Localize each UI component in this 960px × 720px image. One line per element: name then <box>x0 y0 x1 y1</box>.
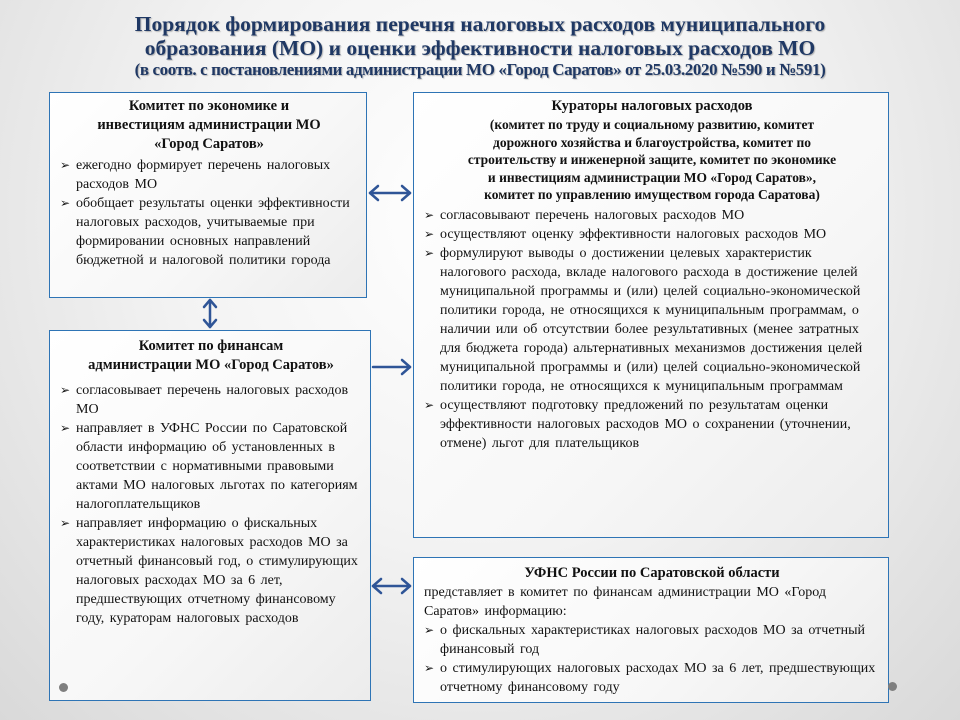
box-intro-text: представляет в комитет по финансам администрации МО «Город Саратов» информацию: <box>424 585 827 619</box>
list-item-text: о стимулирующих налоговых расходах МО за 6 лет, предшествующих отчетному финансовому году <box>440 661 876 695</box>
arrow-bullet-icon: ➢ <box>424 623 435 637</box>
list-item-text: направляет информацию о фискальных характеристиках налоговых расходов МО за отчетный финансовый год, о стимулирующих налоговых расходах МО за 6 лет, предшествующих отчетному финансовому году, кураторам налоговых расходов <box>76 516 358 626</box>
arrow-bullet-icon: ➢ <box>424 397 435 412</box>
box-heading: администрации МО «Город Саратов» <box>88 357 334 373</box>
box-heading: инвестициям администрации МО <box>97 117 321 133</box>
box-finance-committee <box>49 330 371 701</box>
list-item-text: осуществляют оценку эффективности налоговых расходов МО <box>440 226 827 242</box>
list-item <box>60 419 362 514</box>
decorative-dot-icon <box>888 682 897 691</box>
title-line-3: (в соотв. с постановлениями администрации МО «Город Саратов» от 25.03.2020 №590 и №591) <box>134 60 826 79</box>
list-item <box>424 621 880 659</box>
title-line-1: Порядок формирования перечня налоговых расходов муниципального <box>134 12 826 36</box>
list-item-text: обобщает результаты оценки эффективности налоговых расходов, учитываемые при формировании основных направлений бюджетной и налоговой политики города <box>76 196 350 268</box>
box-tax-service <box>413 557 889 703</box>
bidirectional-arrow-econ-finance <box>204 300 216 327</box>
box-heading: Комитет по экономике и <box>128 98 290 114</box>
list-item <box>424 244 880 396</box>
box-curators <box>413 92 889 538</box>
box-subheading: строительству и инженерной защите, комитет по экономике <box>467 152 837 167</box>
box-heading: «Город Саратов» <box>154 136 264 152</box>
bullet-list <box>60 156 358 270</box>
list-item-text: согласовывает перечень налоговых расходов МО <box>76 383 349 417</box>
list-item <box>60 156 358 194</box>
box-heading: УФНС России по Саратовской области <box>524 565 780 581</box>
list-item <box>60 514 362 628</box>
list-item-text: согласовывают перечень налоговых расходов МО <box>440 207 745 223</box>
arrow-bullet-icon: ➢ <box>60 158 71 172</box>
box-heading: Кураторы налоговых расходов <box>551 98 753 114</box>
list-item-text: направляет в УФНС России по Саратовской области информацию об установленных в соответствии с нормативными правовыми актами МО налоговых льготах по категориям налогоплательщиков <box>76 421 358 512</box>
arrow-finance-to-curators <box>373 360 410 374</box>
list-item-text: осуществляют подготовку предложений по результатам оценки эффективности налоговых расходов МО о сохранении (уточнении, отмене) льгот для плательщиков <box>440 397 851 451</box>
list-item-text: формулируют выводы о достижении целевых характеристик налогового расхода, вкладе налогового расхода в достижение целей муниципальной программы и (или) целей социально-экономической политики города, не относящихся к муниципальным программам, о наличии или об отсутствии более результативных (менее затратных для бюджета города) альтернативных механизмов достижения целей муниципальной программы и (или) целей социально-экономической политики города, не относящихся к муниципальным программам <box>440 245 863 394</box>
list-item-text: о фискальных характеристиках налоговых расходов МО за отчетный финансовый год <box>440 623 866 657</box>
arrow-bullet-icon: ➢ <box>60 421 71 435</box>
box-economy-committee <box>49 92 367 298</box>
bidirectional-arrow-finance-ufns <box>373 579 410 593</box>
list-item <box>424 225 880 244</box>
arrow-bullet-icon: ➢ <box>60 383 71 397</box>
box-subheading: дорожного хозяйства и благоустройства, комитет по <box>493 134 811 150</box>
box-subheading: комитет по управлению имуществом города Саратова) <box>484 187 820 202</box>
list-item <box>424 396 880 453</box>
bullet-list <box>60 381 362 628</box>
box-heading: Комитет по финансам <box>138 338 284 354</box>
list-item <box>60 194 358 270</box>
list-item <box>424 659 880 697</box>
decorative-dot-icon <box>59 683 68 692</box>
list-item <box>424 206 880 225</box>
arrow-bullet-icon: ➢ <box>60 516 71 530</box>
bullet-list <box>424 621 880 697</box>
arrow-bullet-icon: ➢ <box>424 661 435 675</box>
arrow-bullet-icon: ➢ <box>424 226 435 241</box>
bidirectional-arrow-econ-curators <box>370 186 410 200</box>
title-line-2: образования (МО) и оценки эффективности налоговых расходов МО <box>144 36 816 60</box>
arrow-bullet-icon: ➢ <box>424 207 435 222</box>
slide-title <box>0 12 960 80</box>
arrow-bullet-icon: ➢ <box>424 245 435 260</box>
bullet-list <box>424 206 880 453</box>
arrow-bullet-icon: ➢ <box>60 196 71 210</box>
list-item-text: ежегодно формирует перечень налоговых расходов МО <box>76 158 331 192</box>
list-item <box>60 381 362 419</box>
box-subheading: и инвестициям администрации МО «Город Саратов», <box>487 169 817 185</box>
box-subheading: (комитет по труду и социальному развитию, комитет <box>489 117 815 132</box>
